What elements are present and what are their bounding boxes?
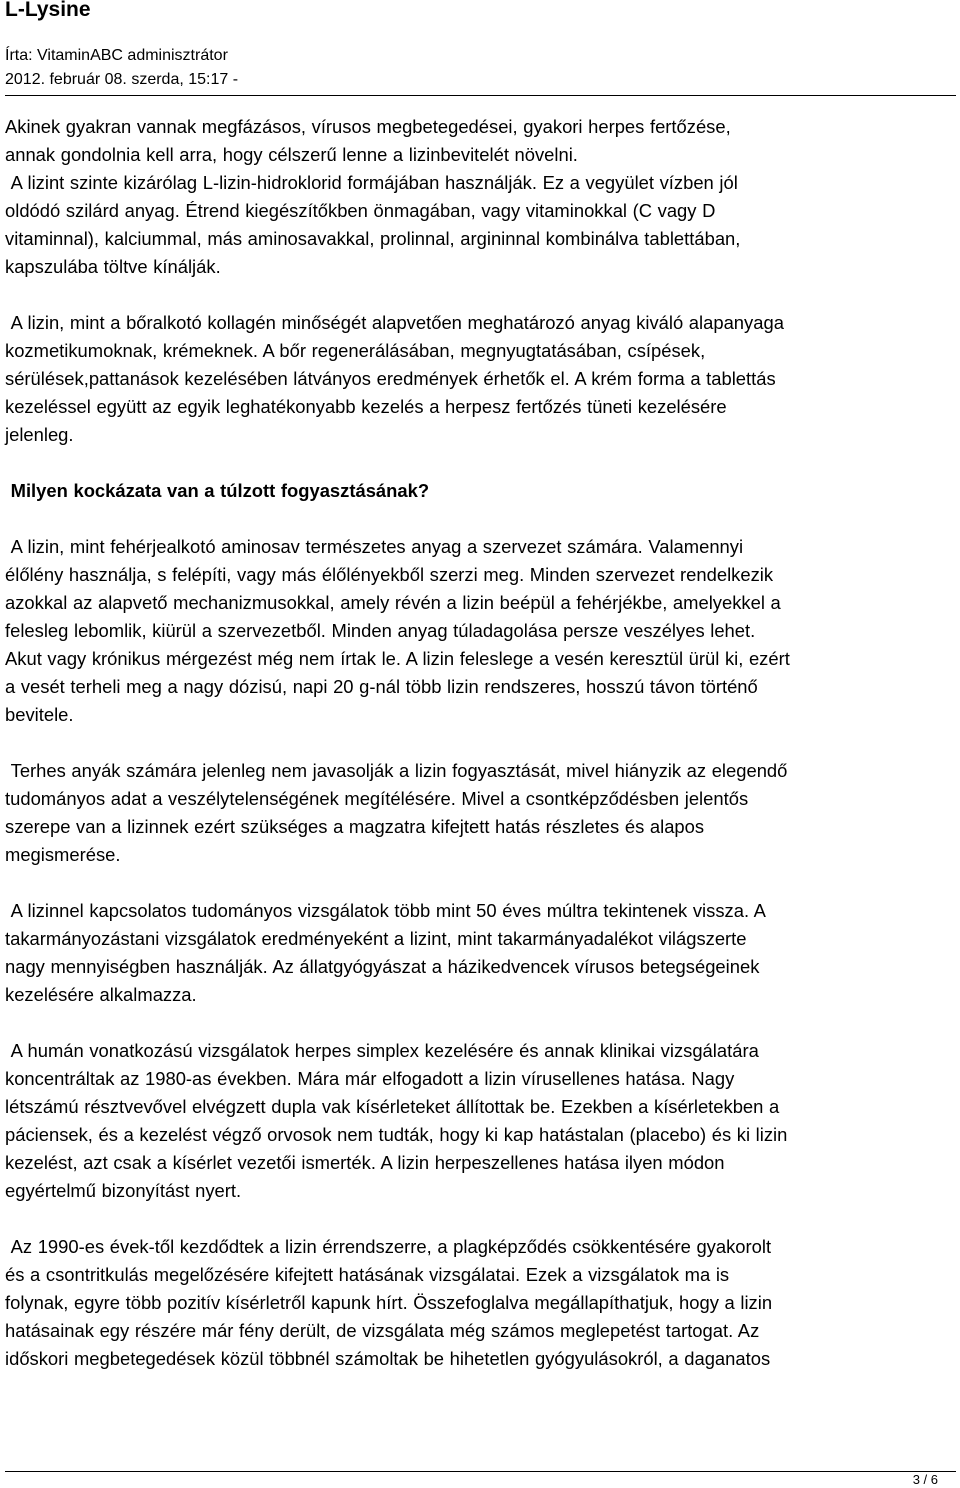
paragraph-research-history: A lizinnel kapcsolatos tudományos vizsgálatok több mint 50 éves múltra tekintenek vissza. A takarmányozástani vizsgálatok eredményeként a lizint, mint takarmányadalékot világszerte nagy mennyiségben használják. Az állatgyógyászat a házikedvencek vírusos betegségeinek kezelésére alkalmazza. bbox=[5, 900, 766, 1005]
paragraph-herpes-studies: A humán vonatkozású vizsgálatok herpes simplex kezelésére és annak klinikai vizsgálatára koncentráltak az 1980-as években. Mára már elfogadott a lizin vírusellenes hatása. Nagy létszámú résztvevővel elvégzett dupla vak kísérleteket állítottak be. Ezekben a kísérletekben a páciensek, és a kezelést végző orvosok nem tudták, hogy ki kap hatástalan (placebo) és ki lizin kezelést, azt csak a kísérlet vezetői ismerték. A lizin herpeszellenes hatása ilyen módon egyértelmű bizonyítást nyert. bbox=[5, 1040, 788, 1201]
paragraph-cosmetics: A lizin, mint a bőralkotó kollagén minőségét alapvetően meghatározó anyag kiváló alapanyaga kozmetikumoknak, krémeknek. A bőr regenerálásában, megnyugtatásában, csípések, sérülések,pattanások kezelésében látványos eredmények érhetők el. A krém forma a tablettás kezeléssel együtt az egyik leghatékonyabb kezelés a herpesz fertőzés tüneti kezelésére jelenleg. bbox=[5, 312, 784, 445]
footer-divider bbox=[5, 1471, 956, 1472]
document-title: L-Lysine bbox=[5, 0, 91, 21]
paragraph-pregnancy: Terhes anyák számára jelenleg nem javasolják a lizin fogyasztását, mivel hiányzik az elegendő tudományos adat a veszélytelenségének megítélésére. Mivel a csontképződésben jelentős szerepe van a lizinnek ezért szükséges a magzatra kifejtett hatás részletes és alapos megismerése. bbox=[5, 760, 788, 865]
article-body bbox=[5, 113, 950, 1373]
paragraph-safety: A lizin, mint fehérjealkotó aminosav természetes anyag a szervezet számára. Valamennyi élőlény használja, s felépíti, vagy más élőlényekből szerzi meg. Minden szervezet rendelkezik azokkal az alapvető mechanizmusokkal, amely révén a lizin beépül a fehérjékbe, amelyekkel a felesleg lebomlik, kiürül a szervezetből. Minden anyag túladagolása persze veszélyes lehet. Akut vagy krónikus mérgezést még nem írtak le. A lizin feleslege a vesén keresztül ürül ki, ezért a vesét terheli meg a nagy dózisú, napi 20 g-nál több lizin rendszeres, hosszú távon történő bevitele. bbox=[5, 536, 790, 725]
section-heading-risk: Milyen kockázata van a túlzott fogyasztásának? bbox=[5, 480, 430, 501]
author-line: Írta: VitaminABC adminisztrátor bbox=[5, 47, 228, 64]
header-divider bbox=[5, 95, 956, 96]
page-number: 3 / 6 bbox=[912, 1472, 938, 1487]
paragraph-recent-research: Az 1990-es évek-től kezdődtek a lizin érrendszerre, a plagképződés csökkentésére gyakorolt és a csontritkulás megelőzésére kifejtett hatásának vizsgálatai. Ezek a vizsgálatok ma is folynak, egyre több pozitív kísérletről kapunk hírt. Összefoglalva megállapíthatjuk, hogy a lizin hatásainak egy részére már fény derült, de vizsgálata még számos meglepetést tartogat. Az időskori megbetegedések közül többnél számoltak be hihetetlen gyógyulásokról, a daganatos bbox=[5, 1236, 773, 1369]
date-line: 2012. február 08. szerda, 15:17 - bbox=[5, 71, 239, 88]
paragraph-intro: Akinek gyakran vannak megfázásos, vírusos megbetegedései, gyakori herpes fertőzése, annak gondolnia kell arra, hogy célszerű lenne a lizinbevitelét növelni. A lizint szinte kizárólag L-lizin-hidroklorid formájában használják. Ez a vegyület vízben jól oldódó szilárd anyag. Étrend kiegészítőkben önmagában, vagy vitaminokkal (C vagy D vitaminnal), kalciummal, más aminosavakkal, prolinnal, argininnal kombinálva tablettában, kapszulába töltve kínálják. bbox=[5, 116, 741, 277]
